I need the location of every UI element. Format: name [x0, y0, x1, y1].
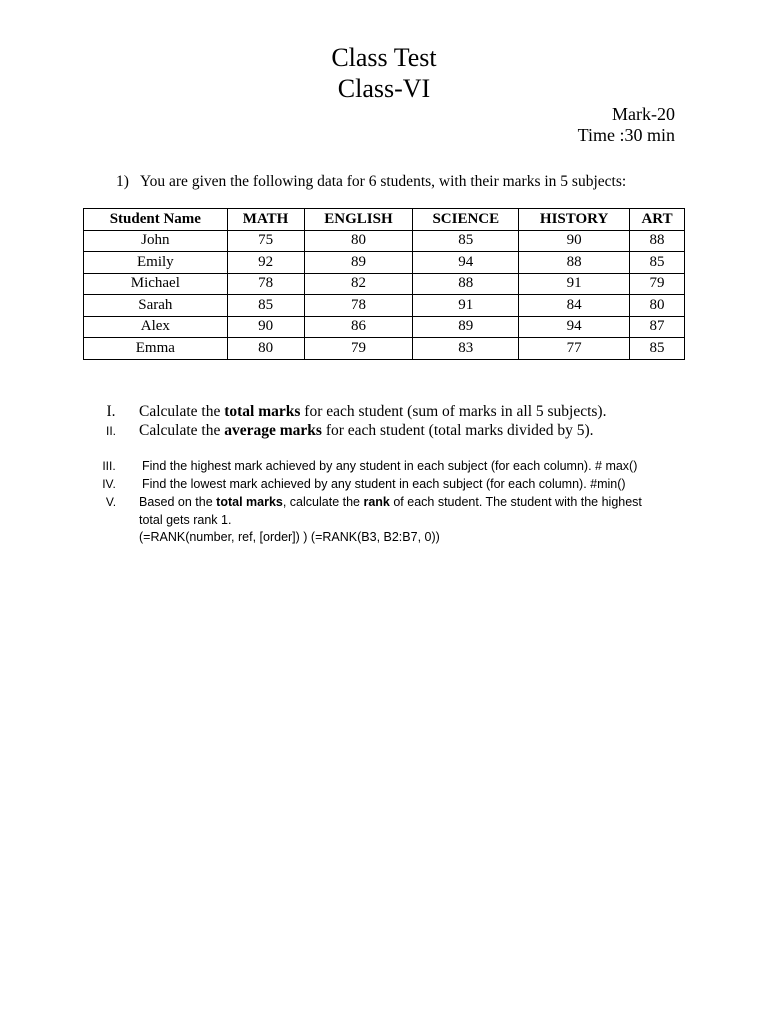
mark-cell: 82 [304, 273, 413, 295]
table-row [84, 252, 685, 274]
task-number: III. [102, 459, 116, 473]
mark-cell: 94 [519, 316, 630, 338]
mark-cell: 89 [413, 316, 519, 338]
task-number: I. [106, 403, 116, 420]
marks-table [83, 208, 685, 360]
mark-cell: 80 [304, 230, 413, 252]
mark-cell: 80 [630, 295, 685, 317]
mark-cell: 88 [413, 273, 519, 295]
student-name-cell: Emma [84, 338, 228, 360]
mark-cell: 90 [227, 316, 304, 338]
table-row [84, 316, 685, 338]
table-row [84, 230, 685, 252]
mark-cell: 85 [630, 252, 685, 274]
mark-cell: 94 [413, 252, 519, 274]
column-header: MATH [227, 209, 304, 231]
mark-cell: 75 [227, 230, 304, 252]
mark-cell: 79 [630, 273, 685, 295]
column-header: HISTORY [519, 209, 630, 231]
mark-cell: 85 [630, 338, 685, 360]
mark-cell: 92 [227, 252, 304, 274]
task-text: Calculate the total marks for each student (sum of marks in all 5 subjects). [139, 403, 607, 420]
column-header: ART [630, 209, 685, 231]
task-text: Find the highest mark achieved by any student in each subject (for each column). # max() [142, 459, 638, 473]
task-text: Find the lowest mark achieved by any student in each subject (for each column). #min() [142, 477, 626, 491]
table-header-row [84, 209, 685, 231]
table-row [84, 273, 685, 295]
table-row [84, 295, 685, 317]
mark-cell: 80 [227, 338, 304, 360]
mark-cell: 91 [413, 295, 519, 317]
question-number: 1) [116, 173, 129, 190]
student-name-cell: Sarah [84, 295, 228, 317]
mark-cell: 88 [519, 252, 630, 274]
total-marks-label: Mark-20 [612, 104, 675, 124]
mark-cell: 85 [413, 230, 519, 252]
mark-cell: 79 [304, 338, 413, 360]
question-text: You are given the following data for 6 students, with their marks in 5 subjects: [140, 173, 627, 190]
mark-cell: 89 [304, 252, 413, 274]
task-v-line-2: total gets rank 1. [139, 513, 232, 527]
student-name-cell: Alex [84, 316, 228, 338]
column-header: Student Name [84, 209, 228, 231]
task-text: Calculate the average marks for each student (total marks divided by 5). [139, 422, 594, 439]
mark-cell: 77 [519, 338, 630, 360]
student-name-cell: John [84, 230, 228, 252]
mark-cell: 91 [519, 273, 630, 295]
time-label: Time :30 min [577, 125, 675, 145]
column-header: SCIENCE [413, 209, 519, 231]
mark-cell: 90 [519, 230, 630, 252]
question-1 [116, 173, 626, 191]
mark-cell: 86 [304, 316, 413, 338]
task-number: V. [105, 495, 117, 509]
mark-cell: 83 [413, 338, 519, 360]
table-row [84, 338, 685, 360]
mark-cell: 87 [630, 316, 685, 338]
column-header: ENGLISH [304, 209, 413, 231]
page-title: Class Test [331, 43, 437, 72]
task-number: IV. [102, 477, 116, 491]
task-v-formula: (=RANK(number, ref, [order]) ) (=RANK(B3, B2:B7, 0)) [139, 530, 440, 544]
mark-cell: 88 [630, 230, 685, 252]
student-name-cell: Michael [84, 273, 228, 295]
mark-cell: 84 [519, 295, 630, 317]
mark-cell: 78 [304, 295, 413, 317]
student-name-cell: Emily [84, 252, 228, 274]
mark-cell: 85 [227, 295, 304, 317]
mark-cell: 78 [227, 273, 304, 295]
class-label: Class-VI [337, 74, 431, 103]
task-text: Based on the total marks, calculate the rank of each student. The student with the highest [139, 495, 642, 509]
task-number: II. [105, 424, 116, 438]
